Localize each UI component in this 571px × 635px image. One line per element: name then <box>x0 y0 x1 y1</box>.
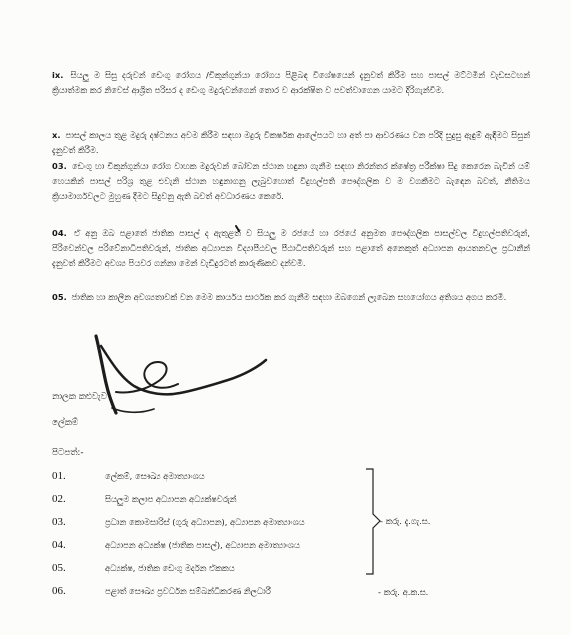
paragraph-number: x. <box>52 130 61 140</box>
copy-item-text: අධ්‍යක්ෂ, ජාතික ඩෙංගු මර්දන ඒකකය <box>105 563 235 573</box>
bracket-note: - කරු. දැ.ගැ.ස. <box>380 516 431 526</box>
copy-item-number: 03. <box>52 516 66 528</box>
paragraph-text: පාසල් කාලය තුළ මදුරු දෂ්ටනය අවම කිරීම සඳහා මදුරු විකර්ෂක ආලේපයට හා අත් පා ආවරණය වන පරිදි සුදුසු ඇඳුම් ඇඳීමට සිසුන් දැනුවත් කිරීම. <box>52 130 530 155</box>
copy-item-text: පළාත් සෞඛ්‍ය ප්‍රවර්ධන සම්බන්ධීකරණ නිලධාරී <box>105 586 271 596</box>
copy-item-number: 06. <box>52 585 66 597</box>
paragraph-number: 03. <box>52 161 67 171</box>
copy-item-number: 04. <box>52 539 66 551</box>
last-item-note: - කරු. අ.ක.ස. <box>378 587 429 597</box>
copy-item-number: 05. <box>52 562 66 574</box>
paragraph-text: ඩෙංගු හා චිකුන්ගුන්යා රෝග වාහක මදුරුවන් බෝවන ස්ථාන හඳුනා ගැනීම සඳහා නිරන්තර ක්ෂේත්‍ර පරීක්ෂා සිදු කෙරෙන බැවින් යම් හෙයකින් පාසල් පරිශ්‍ර තුළ එවැනි ස්ථාන හඳුනාගනු ලැබුවහොත් විදුහල්පති පෞද්ගලික ව ම වගකීමට බැඳෙන බවත්, නීතිමය ක්‍රියාමාර්ගවලට මුහුණ දීමට සිදුවනු ඇති බවත් අවධාරණය කෙරේ. <box>52 161 530 201</box>
paragraph-ix <box>52 68 530 98</box>
paragraph-04 <box>52 226 530 271</box>
paragraph-number: 04. <box>52 228 67 238</box>
paragraph-x <box>52 128 530 158</box>
paragraph-03 <box>52 159 530 204</box>
signatory-name: නාලක කළුවැව <box>52 392 107 402</box>
paragraph-number: ix. <box>52 70 64 80</box>
paragraph-text: සියලු ම සිසු දරුවන් ඩෙංගු රෝගය /චිකුන්ගුන්යා රෝගය පිළිබඳ විශේෂයෙන් දැනුවත් කිරීම සහ පාසල් මට්ටමින් වැඩසටහන් ක්‍රියාත්මක කර නිවෙස් ආශ්‍රිත පරිසර ද ඩෙංගු මදුරුවන්ගෙන් තොර ව ආරක්ෂිත ව පවත්වාගෙන යාමට දිරිගැන්වීම. <box>52 70 530 95</box>
signatory-title: ලේකම් <box>52 418 79 428</box>
copies-heading: පිටපත්:- <box>52 448 84 458</box>
paragraph-text: ජාතික හා කාලීන අවශ්‍යතාවක් වන මෙම කාර්යය සාර්ථක කර ගැනීම සඳහා ඔබගෙන් ලැබෙන සහයෝගය අතිශය අගය කරමි. <box>71 292 507 302</box>
copy-item-text: ලේකම්, සෞඛ්‍ය අමාත්‍යාංශය <box>105 471 205 481</box>
copy-item-text: අධ්‍යාපන අධ්‍යක්ෂ (ජාතික පාසල්), අධ්‍යාපන අමාත්‍යාංශය <box>105 540 300 550</box>
copy-item-number: 02. <box>52 493 66 505</box>
paragraph-text: ඒ අනු ඔබ පළාතේ ජාතික පාසල් ද ඇතුළත් ව සියලු ම රජයේ හා රජයේ අනුමත පෞද්ගලික පාසල්වල විදුහල්පතිවරුන්, පිරිවෙන්වල පරිවේනාධිපතිවරුන්, ජාතික අධ්‍යාපන විද්‍යාපීඨවල පීඨාධිපතිවරුන් සහ පළාතේ අනෙකුත් අධ්‍යාපන ආයතනවල ප්‍රධානීන් දැනුවත් කිරීමට අවශ්‍ය පියවර ගන්නා මෙන් වැඩිදුරටත් කාරුණිකව දන්වමි. <box>52 228 531 268</box>
paragraph-05 <box>52 290 530 305</box>
copy-item-text: ප්‍රධාන කොමසාරිස් (ගුරු අධ්‍යාපන), අධ්‍යාපන අමාත්‍යාංශය <box>105 517 305 527</box>
paragraph-number: 05. <box>52 292 67 302</box>
copy-item-text: සියලුම කලාප අධ්‍යාපන අධ්‍යක්ෂවරුන් <box>105 494 237 504</box>
copy-item-number: 01. <box>52 470 66 482</box>
